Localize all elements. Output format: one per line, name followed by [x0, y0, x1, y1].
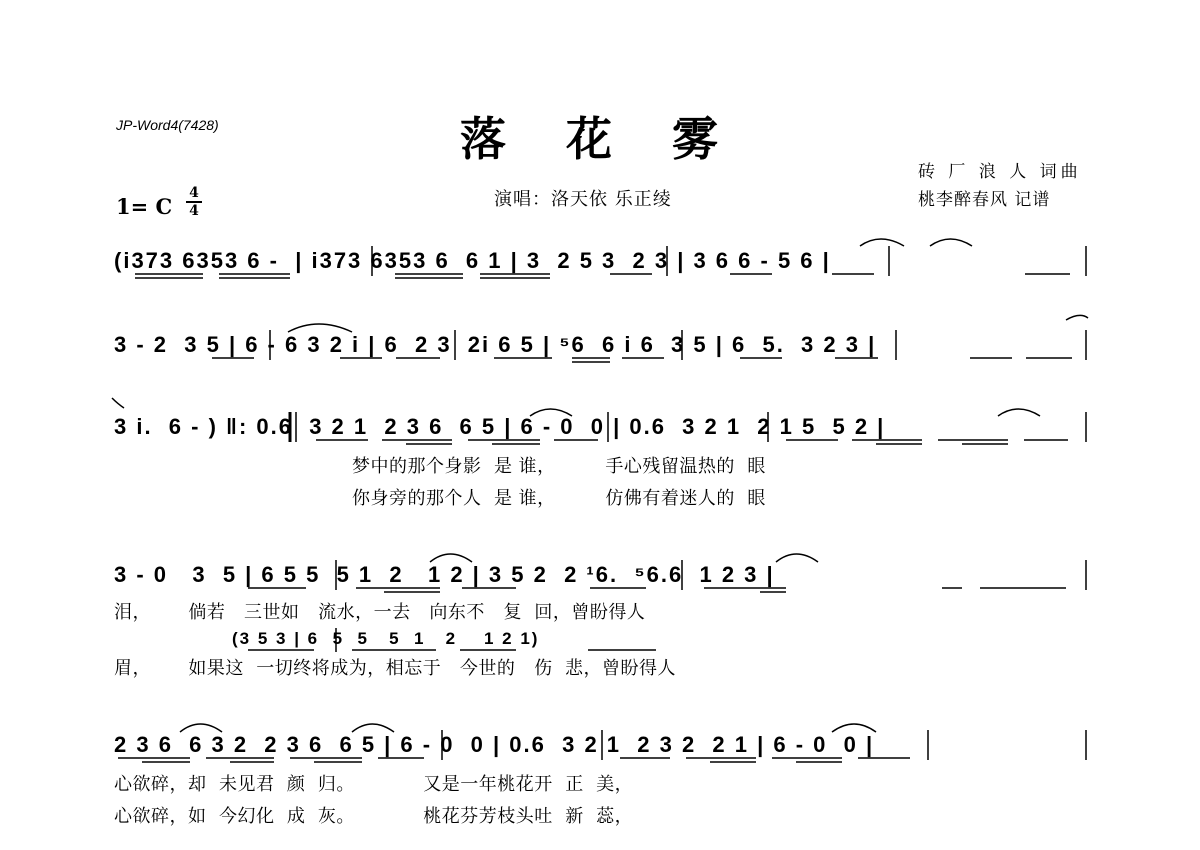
lyricist-composer-credit: 砖 厂 浪 人 词曲: [918, 162, 1082, 182]
slur: [530, 409, 572, 416]
slur: [776, 554, 818, 562]
score-line-1: (i373 6353 6 - | i373 6353 6 6 1 | 3 2 5 3 2 3 | 3 6 6 - 5 6 |: [114, 248, 831, 273]
score-line-3: 3 i. 6 - ) ‖: 0.6 3 2 1 2 3 6 6 5 | 6 - 0 0 | 0.6 3 2 1 2 1 5 5 2 |: [114, 414, 886, 439]
score-line-4: 3 - 0 3 5 | 6 5 5 5 1 2 1 2 | 3 5 2 2 ¹6. ⁵6.6 1 2 3 |: [114, 562, 775, 587]
slur: [860, 239, 904, 246]
slur: [112, 398, 124, 408]
slur: [352, 724, 394, 732]
software-label: JP-Word4(7428): [116, 117, 219, 133]
time-signature-top: 4: [189, 185, 199, 201]
slur: [998, 409, 1040, 416]
lyric-line-3b: 你身旁的那个人 是 谁， 仿佛有着迷人的 眼: [352, 488, 766, 509]
song-title: 落 花 雾: [459, 112, 741, 166]
time-signature-bottom: 4: [189, 203, 199, 219]
score-line-2: 3 - 2 3 5 | 6 - 6 3 2 i | 6 2 3 2i 6 5 | ⁵6 6 i 6 3 5 | 6 5. 3 2 3 |: [114, 332, 877, 357]
alternate-notes-line-4: (3 5 3 | 6 5 5 5 1 2 1 2 1): [232, 629, 540, 648]
lyric-line-5a: 心欲碎，却 未见君 颜 归。 又是一年桃花开 正 美，: [114, 774, 634, 795]
lyric-line-4b: 眉， 如果这 一切终将成为，相忘于 今世的 伤 悲，曾盼得人: [114, 658, 677, 679]
slur: [832, 724, 876, 732]
lyric-line-4a: 泪， 倘若 三世如 流水，一去 向东不 复 回，曾盼得人: [114, 602, 646, 623]
slur: [1066, 315, 1088, 320]
lyric-line-5b: 心欲碎，如 今幻化 成 灰。 桃花芬芳枝头吐 新 蕊，: [114, 806, 634, 827]
lyric-line-3a: 梦中的那个身影 是 谁， 手心残留温热的 眼: [352, 456, 766, 477]
slur: [288, 324, 352, 332]
transcriber-credit: 桃李醉春风 记谱: [918, 190, 1051, 210]
key-signature: 1= C: [116, 194, 173, 219]
slur: [180, 724, 222, 732]
singers-line: 演唱：洛天依 乐正绫: [494, 189, 672, 210]
score-line-5: 2 3 6 6 3 2 2 3 6 6 5 | 6 - 0 0 | 0.6 3 2 1 2 3 2 2 1 | 6 - 0 0 |: [114, 732, 875, 757]
slur: [930, 239, 972, 246]
slur: [430, 554, 472, 562]
